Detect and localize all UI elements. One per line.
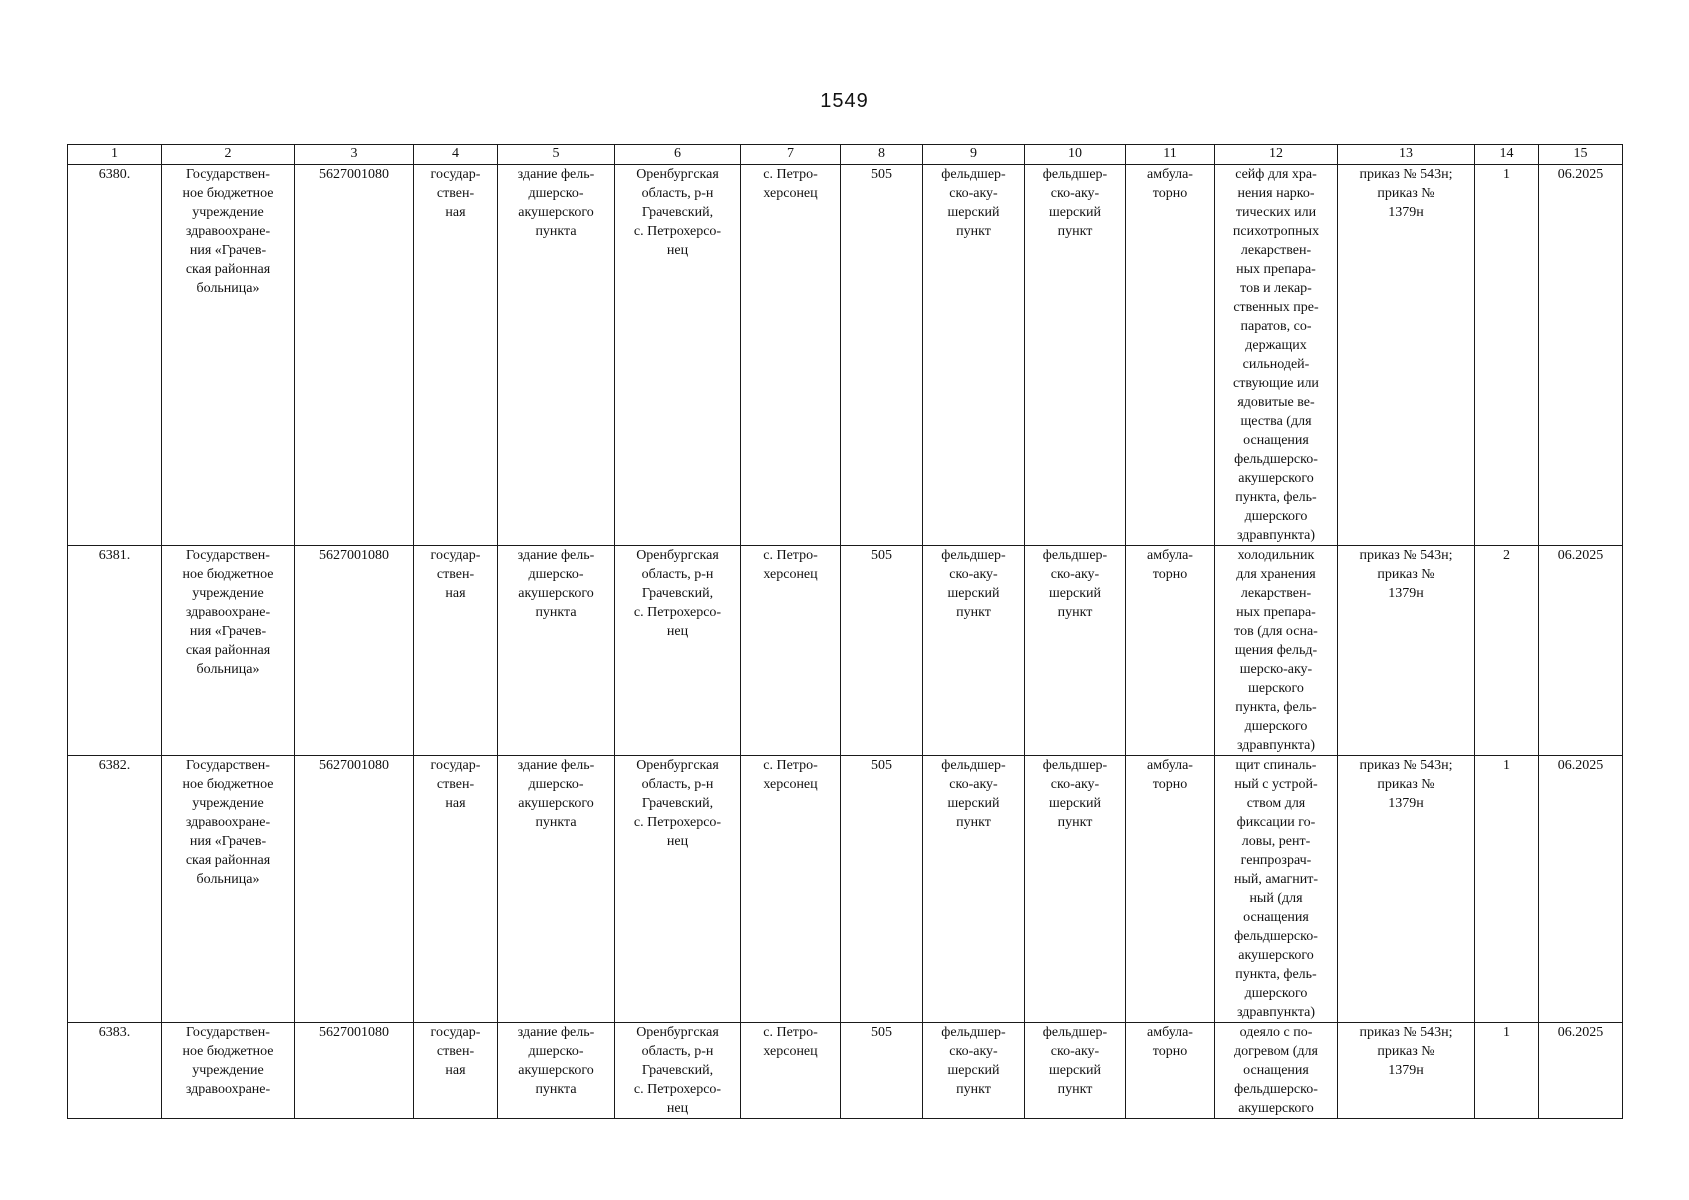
care-form-cell: амбула- торно bbox=[1126, 1023, 1215, 1119]
locality-cell: с. Петро- херсонец bbox=[741, 165, 841, 546]
building-cell: здание фель- дшерско- акушерского пункта bbox=[498, 1023, 615, 1119]
column-header: 13 bbox=[1338, 145, 1475, 165]
column-header: 7 bbox=[741, 145, 841, 165]
ownership-cell: государ- ствен- ная bbox=[414, 165, 498, 546]
row-number: 6382. bbox=[68, 756, 162, 1023]
care-form-cell: амбула- торно bbox=[1126, 546, 1215, 756]
date-cell: 06.2025 bbox=[1539, 1023, 1623, 1119]
equipment-cell: холодильник для хранения лекарствен- ных препара- тов (для осна- щения фельд- шерско-аку- шерского пункта, фель- дшерского здравпункта) bbox=[1215, 546, 1338, 756]
column-header: 1 bbox=[68, 145, 162, 165]
inn-cell: 5627001080 bbox=[295, 756, 414, 1023]
order-cell: приказ № 543н; приказ № 1379н bbox=[1338, 1023, 1475, 1119]
quantity-cell: 1 bbox=[1475, 1023, 1539, 1119]
locality-cell: с. Петро- херсонец bbox=[741, 1023, 841, 1119]
institution-cell: Государствен- ное бюджетное учреждение здравоохране- bbox=[162, 1023, 295, 1119]
table-row bbox=[68, 1023, 1623, 1119]
address-cell: Оренбургская область, р-н Грачевский, с. Петрохерсо- нец bbox=[615, 1023, 741, 1119]
column-header: 10 bbox=[1025, 145, 1126, 165]
equipment-cell: сейф для хра- нения нарко- тических или психотропных лекарствен- ных препара- тов и лекар- ственных пре- паратов, со- держащих сильнодей- ствующие или ядовитые ве- щества (для оснащения фельдшерско- акушерского пункта, фель- дшерского здравпункта) bbox=[1215, 165, 1338, 546]
unit-name-cell: фельдшер- ско-аку- шерский пункт bbox=[1025, 756, 1126, 1023]
institution-cell: Государствен- ное бюджетное учреждение здравоохране- ния «Грачев- ская районная больница» bbox=[162, 165, 295, 546]
code-cell: 505 bbox=[841, 756, 923, 1023]
institution-cell: Государствен- ное бюджетное учреждение здравоохране- ния «Грачев- ская районная больница» bbox=[162, 756, 295, 1023]
ownership-cell: государ- ствен- ная bbox=[414, 1023, 498, 1119]
column-header: 6 bbox=[615, 145, 741, 165]
column-number-row bbox=[68, 145, 1623, 165]
ownership-cell: государ- ствен- ная bbox=[414, 546, 498, 756]
quantity-cell: 1 bbox=[1475, 165, 1539, 546]
column-header: 9 bbox=[923, 145, 1025, 165]
unit-type-cell: фельдшер- ско-аку- шерский пункт bbox=[923, 546, 1025, 756]
date-cell: 06.2025 bbox=[1539, 165, 1623, 546]
row-number: 6380. bbox=[68, 165, 162, 546]
building-cell: здание фель- дшерско- акушерского пункта bbox=[498, 165, 615, 546]
row-number: 6383. bbox=[68, 1023, 162, 1119]
column-header: 11 bbox=[1126, 145, 1215, 165]
ownership-cell: государ- ствен- ная bbox=[414, 756, 498, 1023]
table-row bbox=[68, 165, 1623, 546]
column-header: 5 bbox=[498, 145, 615, 165]
equipment-cell: одеяло с по- догревом (для оснащения фельдшерско- акушерского bbox=[1215, 1023, 1338, 1119]
column-header: 4 bbox=[414, 145, 498, 165]
column-header: 15 bbox=[1539, 145, 1623, 165]
column-header: 12 bbox=[1215, 145, 1338, 165]
row-number: 6381. bbox=[68, 546, 162, 756]
date-cell: 06.2025 bbox=[1539, 546, 1623, 756]
institution-cell: Государствен- ное бюджетное учреждение здравоохране- ния «Грачев- ская районная больница» bbox=[162, 546, 295, 756]
care-form-cell: амбула- торно bbox=[1126, 756, 1215, 1023]
registry-table bbox=[67, 144, 1623, 1119]
locality-cell: с. Петро- херсонец bbox=[741, 546, 841, 756]
address-cell: Оренбургская область, р-н Грачевский, с. Петрохерсо- нец bbox=[615, 165, 741, 546]
column-header: 8 bbox=[841, 145, 923, 165]
table-row bbox=[68, 546, 1623, 756]
building-cell: здание фель- дшерско- акушерского пункта bbox=[498, 756, 615, 1023]
column-header: 2 bbox=[162, 145, 295, 165]
unit-type-cell: фельдшер- ско-аку- шерский пункт bbox=[923, 165, 1025, 546]
unit-name-cell: фельдшер- ско-аку- шерский пункт bbox=[1025, 165, 1126, 546]
quantity-cell: 1 bbox=[1475, 756, 1539, 1023]
unit-type-cell: фельдшер- ско-аку- шерский пункт bbox=[923, 1023, 1025, 1119]
inn-cell: 5627001080 bbox=[295, 165, 414, 546]
page-number: 1549 bbox=[820, 90, 869, 112]
address-cell: Оренбургская область, р-н Грачевский, с. Петрохерсо- нец bbox=[615, 756, 741, 1023]
order-cell: приказ № 543н; приказ № 1379н bbox=[1338, 756, 1475, 1023]
code-cell: 505 bbox=[841, 546, 923, 756]
unit-type-cell: фельдшер- ско-аку- шерский пункт bbox=[923, 756, 1025, 1023]
table-row bbox=[68, 756, 1623, 1023]
inn-cell: 5627001080 bbox=[295, 1023, 414, 1119]
column-header: 14 bbox=[1475, 145, 1539, 165]
order-cell: приказ № 543н; приказ № 1379н bbox=[1338, 546, 1475, 756]
quantity-cell: 2 bbox=[1475, 546, 1539, 756]
unit-name-cell: фельдшер- ско-аку- шерский пункт bbox=[1025, 546, 1126, 756]
address-cell: Оренбургская область, р-н Грачевский, с. Петрохерсо- нец bbox=[615, 546, 741, 756]
equipment-cell: щит спиналь- ный с устрой- ством для фиксации го- ловы, рент- генпрозрач- ный, амагнит- ный (для оснащения фельдшерско- акушерского пункта, фель- дшерского здравпункта) bbox=[1215, 756, 1338, 1023]
date-cell: 06.2025 bbox=[1539, 756, 1623, 1023]
code-cell: 505 bbox=[841, 165, 923, 546]
care-form-cell: амбула- торно bbox=[1126, 165, 1215, 546]
unit-name-cell: фельдшер- ско-аку- шерский пункт bbox=[1025, 1023, 1126, 1119]
inn-cell: 5627001080 bbox=[295, 546, 414, 756]
order-cell: приказ № 543н; приказ № 1379н bbox=[1338, 165, 1475, 546]
building-cell: здание фель- дшерско- акушерского пункта bbox=[498, 546, 615, 756]
code-cell: 505 bbox=[841, 1023, 923, 1119]
column-header: 3 bbox=[295, 145, 414, 165]
locality-cell: с. Петро- херсонец bbox=[741, 756, 841, 1023]
